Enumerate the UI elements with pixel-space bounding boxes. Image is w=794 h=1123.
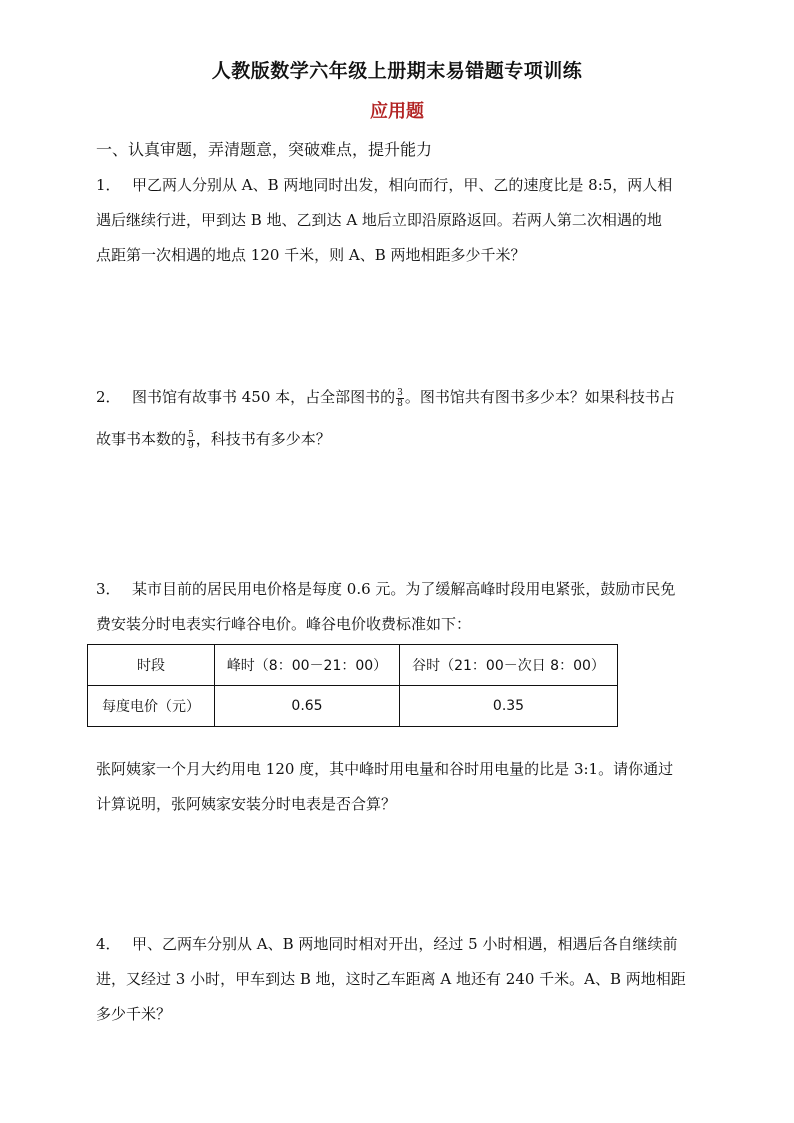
table-row: [88, 686, 618, 727]
fraction-numerator: 3: [397, 387, 403, 398]
question-2-line-1: [96, 380, 702, 415]
question-text: 故事书本数的: [96, 430, 187, 448]
fraction-denominator: 9: [188, 440, 194, 451]
question-text: 。图书馆共有图书多少本？如果科技书占: [404, 388, 675, 406]
question-3-line-3: 张阿姨家一个月大约用电 120 度，其中峰时用电量和谷时用电量的比是 3:1。请你通过: [96, 760, 674, 778]
question-2: [96, 380, 702, 457]
table-header-row: [88, 645, 618, 686]
section-heading: 一、认真审题，弄清题意，突破难点，提升能力: [96, 140, 433, 159]
question-1: [96, 168, 702, 273]
fraction-numerator: 5: [188, 429, 194, 440]
table-header-cell: 峰时（8：00－21：00）: [215, 645, 400, 686]
price-table: [87, 644, 618, 727]
table-cell: 0.65: [215, 686, 400, 727]
question-1-line-1: [96, 168, 702, 203]
document-title: 人教版数学六年级上册期末易错题专项训练: [211, 60, 583, 82]
question-number: 2．: [96, 388, 121, 406]
question-3-line-1: [96, 572, 702, 607]
question-number: 3．: [96, 580, 121, 598]
table-header-cell: 时段: [88, 645, 215, 686]
table-cell: 每度电价（元）: [88, 686, 215, 727]
question-4: [96, 927, 702, 1032]
question-4-line-1: [96, 927, 702, 962]
document-subtitle: 应用题: [370, 101, 424, 122]
question-text: 甲、乙两车分别从 A、B 两地同时相对开出，经过 5 小时相遇，相遇后各自继续前: [132, 935, 678, 953]
question-text: 某市目前的居民用电价格是每度 0.6 元。为了缓解高峰时段用电紧张，鼓励市民免: [132, 580, 676, 598]
question-3-line-4: 计算说明，张阿姨家安装分时电表是否合算？: [96, 795, 397, 813]
question-number: 4．: [96, 935, 121, 953]
question-3: [96, 572, 702, 642]
fraction-denominator: 8: [397, 398, 403, 409]
question-text: ，科技书有多少本？: [195, 430, 331, 448]
question-4-line-2: 进，又经过 3 小时，甲车到达 B 地，这时乙车距离 A 地还有 240 千米。A、B 两地相距: [96, 970, 686, 988]
question-4-line-3: 多少千米？: [96, 1005, 172, 1023]
question-text: 图书馆有故事书 450 本，占全部图书的: [132, 388, 396, 406]
question-text: 甲乙两人分别从 A、B 两地同时出发，相向而行，甲、乙的速度比是 8:5，两人相: [132, 176, 673, 194]
question-2-line-2: [96, 422, 702, 457]
question-1-line-3: 点距第一次相遇的地点 120 千米，则 A、B 两地相距多少千米？: [96, 246, 526, 264]
fraction-five-ninths: [187, 430, 195, 451]
question-3-continuation: [96, 752, 702, 822]
question-number: 1．: [96, 176, 121, 194]
fraction-three-eighths: [396, 388, 404, 409]
table-cell: 0.35: [400, 686, 618, 727]
question-3-line-2: 费安装分时电表实行峰谷电价。峰谷电价收费标准如下：: [96, 615, 472, 633]
question-1-line-2: 遇后继续行进，甲到达 B 地、乙到达 A 地后立即沿原路返回。若两人第二次相遇的地: [96, 211, 662, 229]
table-header-cell: 谷时（21：00－次日 8：00）: [400, 645, 618, 686]
